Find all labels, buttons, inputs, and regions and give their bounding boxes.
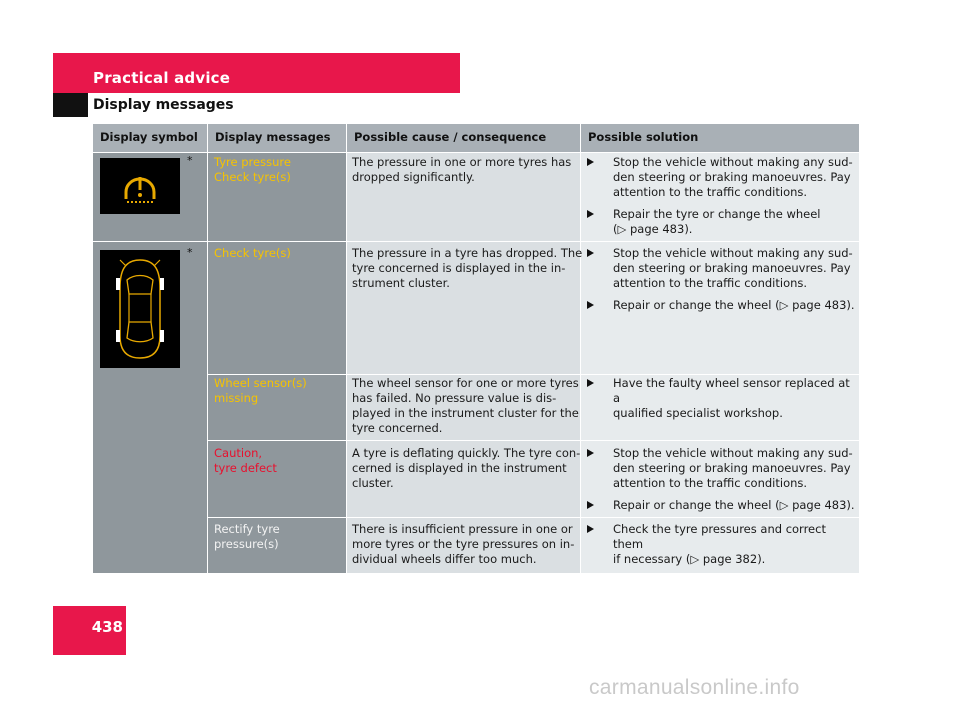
bullet-arrow-icon — [587, 525, 594, 533]
column-header: Display symbol — [93, 124, 207, 152]
bullet-arrow-icon — [587, 210, 594, 218]
section-title: Practical advice — [93, 69, 231, 87]
message-column — [208, 153, 346, 573]
display-message: Tyre pressure Check tyre(s) — [214, 155, 291, 184]
bullet-arrow-icon — [587, 249, 594, 257]
page-number: 438 — [91, 618, 123, 636]
display-message: Wheel sensor(s) missing — [214, 376, 307, 405]
solution-text: Stop the vehicle without making any sud- den steering or braking manoeuvres. Pay attention to the traffic conditions. — [613, 246, 853, 290]
solution-item — [587, 155, 853, 200]
footnote-star: * — [187, 246, 193, 259]
row-divider — [208, 517, 859, 518]
footnote-star: * — [187, 154, 193, 167]
car-tyres-diagram-icon — [100, 250, 180, 368]
bullet-arrow-icon — [587, 501, 594, 509]
cause-text: The pressure in one or more tyres has dropped significantly. — [352, 155, 572, 184]
column-header: Possible solution — [581, 124, 859, 152]
cause-column — [347, 153, 583, 573]
watermark: carmanualsonline.info — [589, 676, 800, 699]
solution-item — [587, 446, 853, 491]
bullet-arrow-icon — [587, 379, 594, 387]
tyre-pressure-warning-icon — [100, 158, 180, 214]
solution-text: Check the tyre pressures and correct them if necessary (▷ page 382). — [613, 522, 826, 566]
bullet-arrow-icon — [587, 449, 594, 457]
solution-item — [587, 246, 853, 291]
solution-text: Have the faulty wheel sensor replaced at a qualified specialist workshop. — [613, 376, 850, 420]
cause-text: The pressure in a tyre has dropped. The tyre concerned is displayed in the in- strument cluster. — [352, 246, 583, 290]
cause-text: A tyre is deflating quickly. The tyre con- cerned is displayed in the instrument cluster. — [352, 446, 581, 490]
solution-text: Repair the tyre or change the wheel (▷ page 483). — [613, 207, 821, 236]
display-message: Rectify tyre pressure(s) — [214, 522, 280, 551]
bullet-arrow-icon — [587, 158, 594, 166]
solution-text: Stop the vehicle without making any sud- den steering or braking manoeuvres. Pay attention to the traffic conditions. — [613, 446, 853, 490]
solution-text: Repair or change the wheel (▷ page 483). — [613, 498, 855, 512]
solution-item — [587, 498, 855, 513]
solution-item — [587, 522, 859, 567]
solution-text: Stop the vehicle without making any sud- den steering or braking manoeuvres. Pay attention to the traffic conditions. — [613, 155, 853, 199]
bullet-arrow-icon — [587, 301, 594, 309]
page-subtitle: Display messages — [93, 97, 234, 113]
solution-item — [587, 298, 855, 313]
display-message: Caution, tyre defect — [214, 446, 277, 475]
solution-item — [587, 376, 859, 421]
solution-text: Repair or change the wheel (▷ page 483). — [613, 298, 855, 312]
row-divider — [93, 241, 859, 242]
cause-text: The wheel sensor for one or more tyres has failed. No pressure value is dis- played in the instrument cluster for the tyre concerned. — [352, 376, 579, 435]
column-header: Display messages — [208, 124, 346, 152]
solution-item — [587, 207, 821, 237]
row-divider — [208, 374, 859, 375]
display-messages-table — [93, 124, 859, 573]
display-message: Check tyre(s) — [214, 246, 291, 260]
column-header: Possible cause / consequence — [347, 124, 580, 152]
row-divider — [208, 440, 859, 441]
cause-text: There is insufficient pressure in one or more tyres or the tyre pressures on in- dividual wheels differ too much. — [352, 522, 575, 566]
section-marker — [53, 93, 88, 117]
